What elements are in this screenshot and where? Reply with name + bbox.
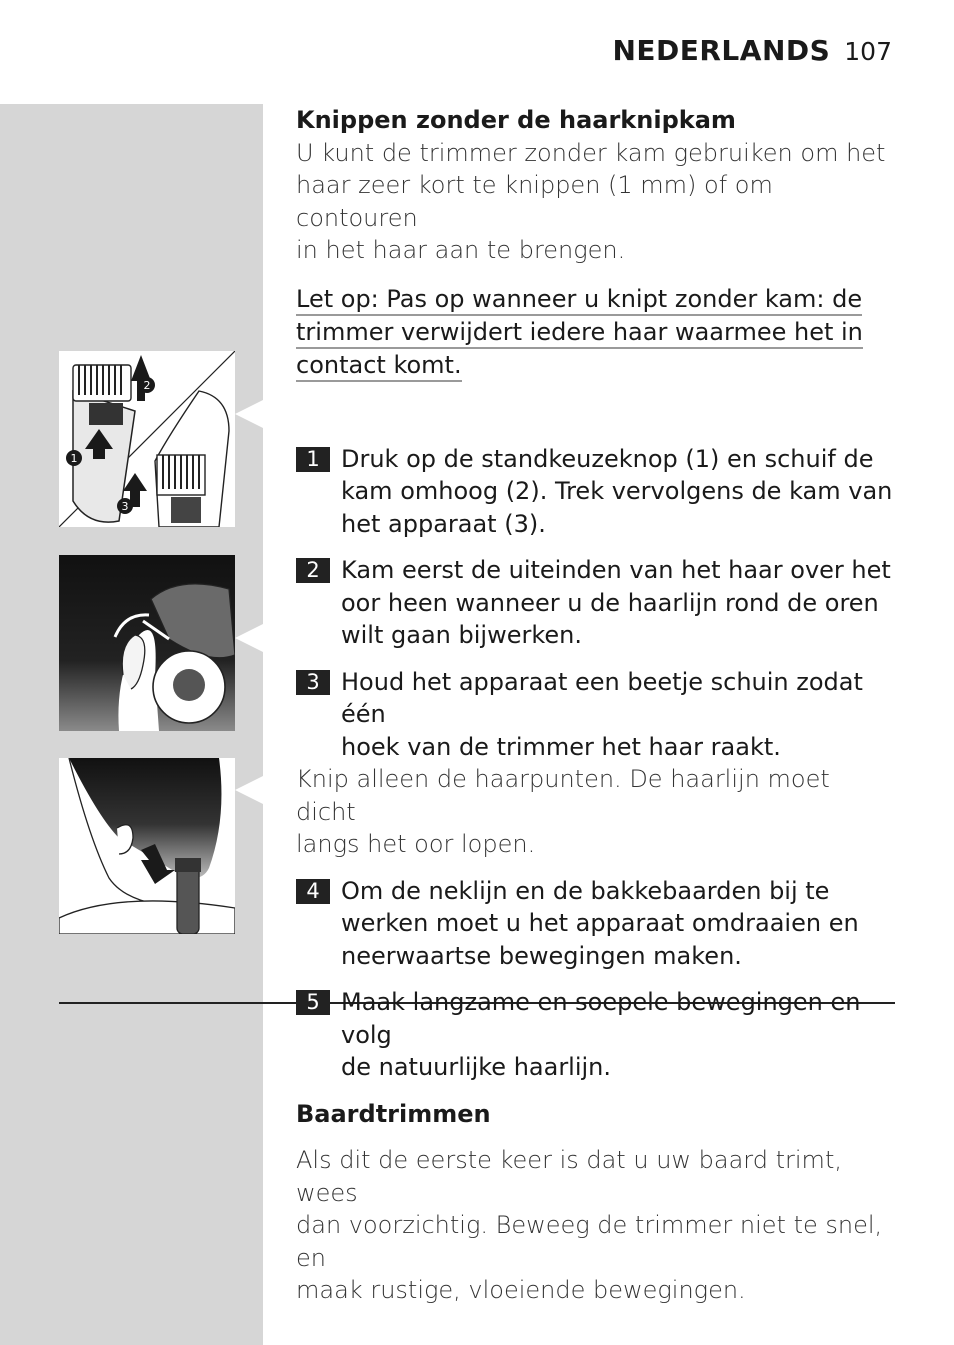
step-3-note [296, 763, 896, 861]
step-text [341, 986, 896, 1084]
text-line: Knip alleen de haarpunten. De haarlijn moet dicht [296, 765, 830, 826]
note-line: contact komt. [296, 350, 462, 382]
intro-paragraph [296, 137, 896, 267]
text-line: neerwaartse bewegingen maken. [341, 941, 742, 970]
text-line: kam omhoog (2). Trek vervolgens de kam van [341, 477, 893, 505]
step-text [341, 875, 896, 973]
text-line: Kam eerst de uiteinden van het haar over het [341, 556, 891, 584]
text-line: Druk op de standkeuzeknop (1) en schuif de [341, 444, 874, 473]
text-line: werken moet u het apparaat omdraaien en [341, 909, 859, 937]
svg-text:2: 2 [143, 379, 151, 392]
step-text [341, 554, 896, 652]
text-line: Om de neklijn en de bakkebaarden bij te [341, 876, 830, 905]
step-4 [296, 875, 896, 973]
pointer-triangle [235, 400, 263, 428]
language-title: NEDERLANDS [612, 34, 831, 67]
text-line: maak rustige, vloeiende bewegingen. [296, 1276, 746, 1304]
step-text [341, 666, 896, 764]
step-number: 2 [296, 558, 330, 583]
text-line: het apparaat (3). [341, 509, 546, 538]
step-number: 4 [296, 879, 330, 904]
text-line: Houd het apparaat een beetje schuin zodat één [341, 667, 863, 728]
section-heading-beard: Baardtrimmen [296, 1099, 491, 1128]
text-line: in het haar aan te brengen. [296, 236, 626, 264]
text-line: Maak langzame en soepele bewegingen en volg [341, 988, 861, 1049]
text-line: haar zeer kort te knippen (1 mm) of om contouren [296, 171, 773, 232]
step-5 [296, 986, 896, 1084]
page-number: 107 [844, 37, 892, 66]
note-line: trimmer verwijdert iedere haar waarmee het in [296, 317, 863, 349]
main-content [296, 100, 896, 1307]
text-line: hoek van de trimmer het haar raakt. [341, 732, 781, 761]
step-number: 1 [296, 447, 330, 472]
svg-text:1: 1 [70, 452, 78, 465]
beard-paragraph [296, 1144, 896, 1307]
text-line: wilt gaan bijwerken. [341, 621, 582, 649]
text-line: langs het oor lopen. [296, 830, 536, 858]
step-number: 3 [296, 670, 330, 695]
text-line: de natuurlijke haarlijn. [341, 1053, 612, 1081]
illustration-comb-removal [59, 351, 235, 527]
illustration-ear-trimming [59, 555, 235, 731]
text-line: Als dit de eerste keer is dat u uw baard trimt, wees [296, 1146, 842, 1207]
svg-text:3: 3 [121, 500, 129, 513]
text-line: U kunt de trimmer zonder kam gebruiken om het [296, 138, 886, 167]
warning-note [296, 283, 896, 382]
pointer-triangle [235, 624, 263, 652]
step-number: 5 [296, 990, 330, 1015]
pointer-triangle [235, 776, 263, 804]
illustration-neckline [59, 758, 235, 934]
text-line: dan voorzichtig. Beweeg de trimmer niet te snel, en [296, 1211, 883, 1272]
text-line: oor heen wanneer u de haarlijn rond de oren [341, 588, 879, 617]
page-header [612, 34, 892, 67]
step-1 [296, 443, 896, 541]
section-heading: Knippen zonder de haarknipkam [296, 106, 736, 134]
step-3 [296, 666, 896, 764]
note-line: Let op: Pas op wanneer u knipt zonder kam: de [296, 284, 862, 316]
step-2 [296, 554, 896, 652]
step-text [341, 443, 896, 541]
